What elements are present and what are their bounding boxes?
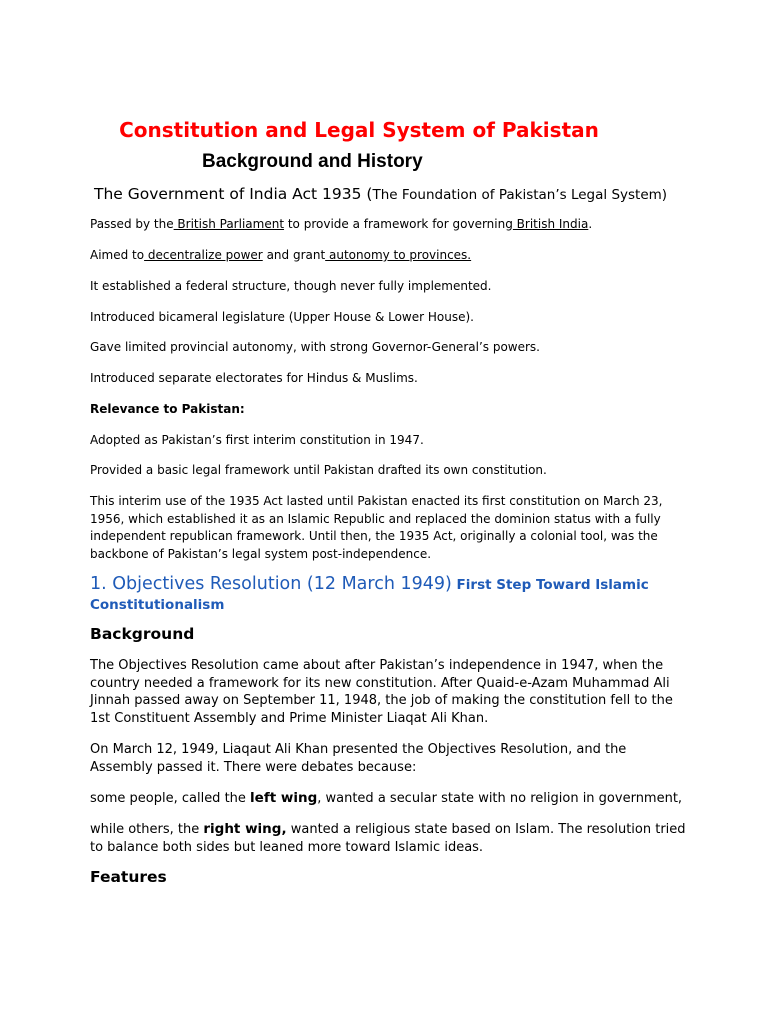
act-point-aimed-to: [90, 247, 690, 265]
british-india-link[interactable]: British India: [512, 217, 589, 231]
text-fragment: , wanted a secular state with no religion in government,: [317, 791, 683, 806]
section-1-heading-sub: First Step Toward Islamic: [451, 577, 649, 593]
act-point-bicameral: Introduced bicameral legislature (Upper House & Lower House).: [90, 310, 474, 324]
text-fragment: some people, called the: [90, 791, 251, 806]
text-fragment: wanted a religious state based on Islam. The resolution tried to balance both sides but leaned more toward Islamic ideas.: [90, 822, 686, 855]
section-1-heading: [90, 572, 690, 614]
act-heading-main: The Government of India Act 1935 (: [94, 185, 373, 203]
right-wing-paragraph: [90, 821, 690, 856]
text-fragment: Aimed to: [90, 248, 145, 262]
text-fragment: to provide a framework for governing: [284, 217, 513, 231]
autonomy-to-provinces-link[interactable]: autonomy to provinces.: [325, 248, 472, 262]
background-paragraph-1: The Objectives Resolution came about after Pakistan’s independence in 1947, when the country needed a framework for its new constitution. After Quaid-e-Azam Muhammad Ali Jinnah passed away on September 11, 1948, the job of making the constitution fell to the 1st Constituent Assembly and Prime Minister Liaqat Ali Khan.: [90, 658, 673, 726]
relevance-summary: This interim use of the 1935 Act lasted until Pakistan enacted its first constitution on March 23, 1956, which established it as an Islamic Republic and replaced the dominion status with a fully independent republican framework. Until then, the 1935 Act, originally a colonial tool, was the backbone of Pakistan’s legal system post-independence.: [90, 494, 663, 561]
text-fragment: while others, the: [90, 822, 204, 837]
act-point-federal: It established a federal structure, though never fully implemented.: [90, 279, 492, 293]
text-fragment: Passed by the: [90, 217, 174, 231]
act-point-electorates: Introduced separate electorates for Hindus & Muslims.: [90, 371, 418, 385]
left-wing-term: left wing: [250, 790, 318, 806]
background-heading: Background: [90, 625, 195, 643]
left-wing-paragraph: [90, 790, 690, 808]
relevance-point-framework: Provided a basic legal framework until Pakistan drafted its own constitution.: [90, 463, 547, 477]
document-subtitle: Background and History: [202, 151, 423, 172]
text-fragment: and grant: [262, 248, 326, 262]
act-point-passed-by: [90, 216, 690, 234]
section-1-heading-sub-line2: Constitutionalism: [90, 597, 225, 613]
act-point-autonomy: Gave limited provincial autonomy, with strong Governor-General’s powers.: [90, 340, 540, 354]
document-title: Constitution and Legal System of Pakistan: [119, 118, 599, 142]
text-fragment: .: [588, 217, 593, 231]
right-wing-term: right wing,: [203, 821, 287, 837]
background-paragraph-2: On March 12, 1949, Liaqaut Ali Khan presented the Objectives Resolution, and the Assembly passed it. There were debates because:: [90, 742, 627, 775]
act-heading-sub: The Foundation of Pakistan’s Legal System): [372, 187, 668, 203]
section-1-heading-main: 1. Objectives Resolution (12 March 1949): [90, 574, 452, 594]
act-heading: [94, 182, 667, 207]
british-parliament-link[interactable]: British Parliament: [173, 217, 285, 231]
features-heading: Features: [90, 868, 167, 886]
relevance-point-interim: Adopted as Pakistan’s first interim constitution in 1947.: [90, 433, 424, 447]
relevance-heading: Relevance to Pakistan:: [90, 402, 245, 416]
decentralize-power-link[interactable]: decentralize power: [144, 248, 263, 262]
